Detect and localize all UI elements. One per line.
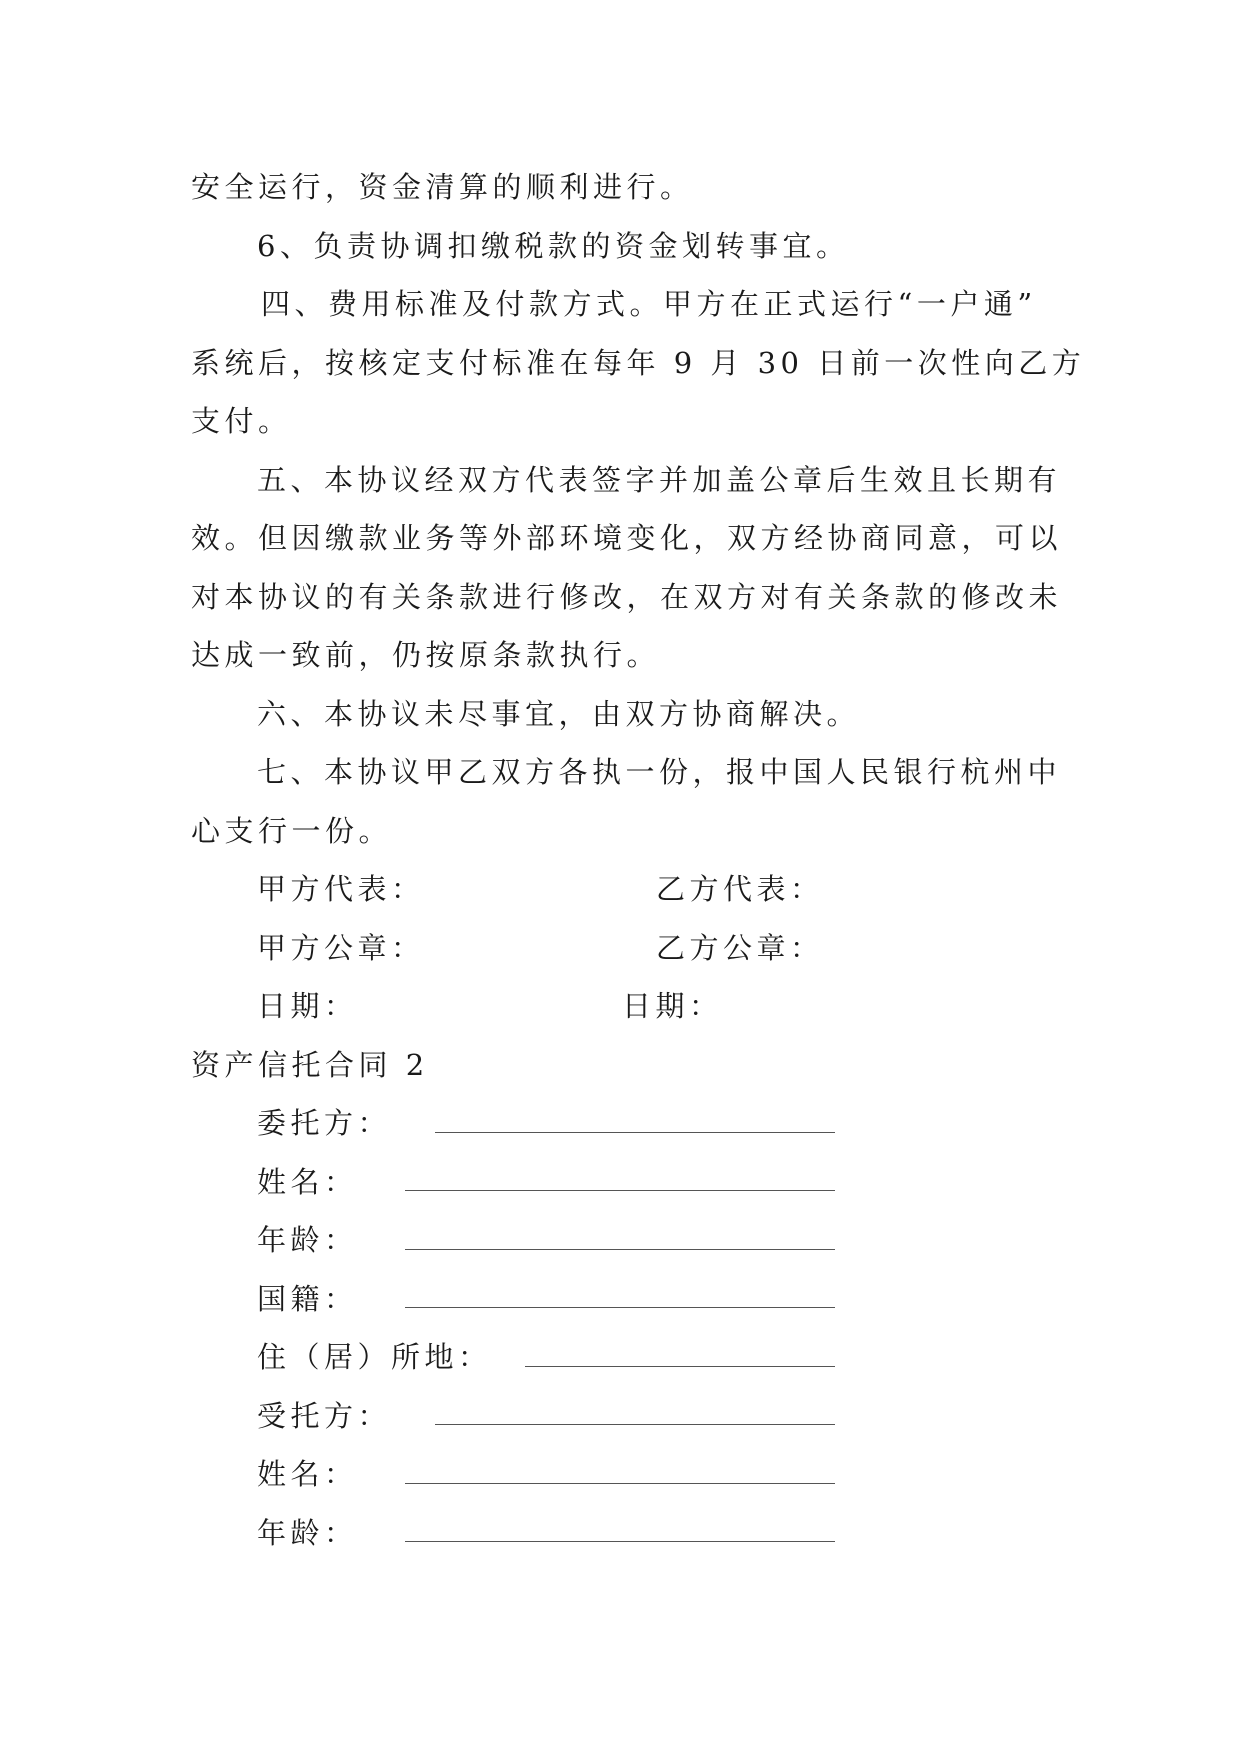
name-label: 姓名： — [257, 1164, 358, 1199]
age-label: 年龄： — [257, 1223, 358, 1257]
paragraph-line: 支付。 — [191, 404, 292, 438]
signature-row — [191, 919, 1051, 978]
blank-underline — [525, 1366, 835, 1367]
paragraph-line: 6、负责协调扣缴税款的资金划转事宜。 — [257, 228, 850, 263]
paragraph-line: 七、本协议甲乙双方各执一份，报中国人民银行杭州中 — [257, 755, 1062, 789]
form-field-row — [191, 1387, 1051, 1446]
blank-underline — [405, 1541, 835, 1542]
party-a-representative-label: 甲方代表： — [257, 872, 425, 906]
paragraph-line: 安全运行，资金清算的顺利进行。 — [191, 170, 694, 204]
paragraph-line: 效。但因缴款业务等外部环境变化，双方经协商同意，可以 — [191, 521, 1063, 555]
age-label: 年龄： — [257, 1515, 358, 1550]
form-field-row — [191, 1270, 1051, 1329]
trustor-label: 委托方： — [257, 1106, 392, 1140]
party-b-representative-label: 乙方代表： — [656, 872, 824, 906]
blank-underline — [435, 1424, 835, 1425]
blank-underline — [405, 1307, 835, 1308]
form-field-row — [191, 1445, 1051, 1504]
party-b-seal-label: 乙方公章： — [656, 930, 824, 965]
paragraph-line: 五、本协议经双方代表签字并加盖公章后生效且长期有 — [257, 462, 1062, 497]
residence-label: 住（居）所地： — [257, 1340, 492, 1374]
trustee-label: 受托方： — [257, 1398, 392, 1433]
paragraph-line: 对本协议的有关条款进行修改，在双方对有关条款的修改未 — [191, 579, 1063, 614]
contract-title: 资产信托合同 2 — [191, 1047, 429, 1082]
blank-underline — [405, 1249, 835, 1250]
signature-row — [191, 977, 1051, 1036]
signature-row — [191, 860, 1051, 919]
nationality-label: 国籍： — [257, 1281, 358, 1316]
blank-underline — [405, 1483, 835, 1484]
form-field-row — [191, 1504, 1051, 1563]
form-field-row — [191, 1153, 1051, 1212]
paragraph-line: 六、本协议未尽事宜，由双方协商解决。 — [257, 696, 861, 731]
party-a-date-label: 日期： — [257, 989, 358, 1023]
blank-underline — [405, 1190, 835, 1191]
form-field-row — [191, 1094, 1051, 1153]
paragraph-line: 达成一致前，仍按原条款执行。 — [191, 638, 661, 672]
form-field-row — [191, 1211, 1051, 1270]
blank-underline — [435, 1132, 835, 1133]
party-b-date-label: 日期： — [622, 989, 723, 1023]
document-body — [191, 158, 1086, 1562]
paragraph-line: 四、费用标准及付款方式。甲方在正式运行“一户通” — [261, 287, 1037, 321]
party-a-seal-label: 甲方公章： — [257, 930, 425, 965]
form-field-row — [191, 1328, 1051, 1387]
paragraph-line: 系统后，按核定支付标准在每年 9 月 30 日前一次性向乙方 — [191, 345, 1086, 380]
name-label: 姓名： — [257, 1457, 358, 1491]
paragraph-line: 心支行一份。 — [191, 813, 393, 848]
